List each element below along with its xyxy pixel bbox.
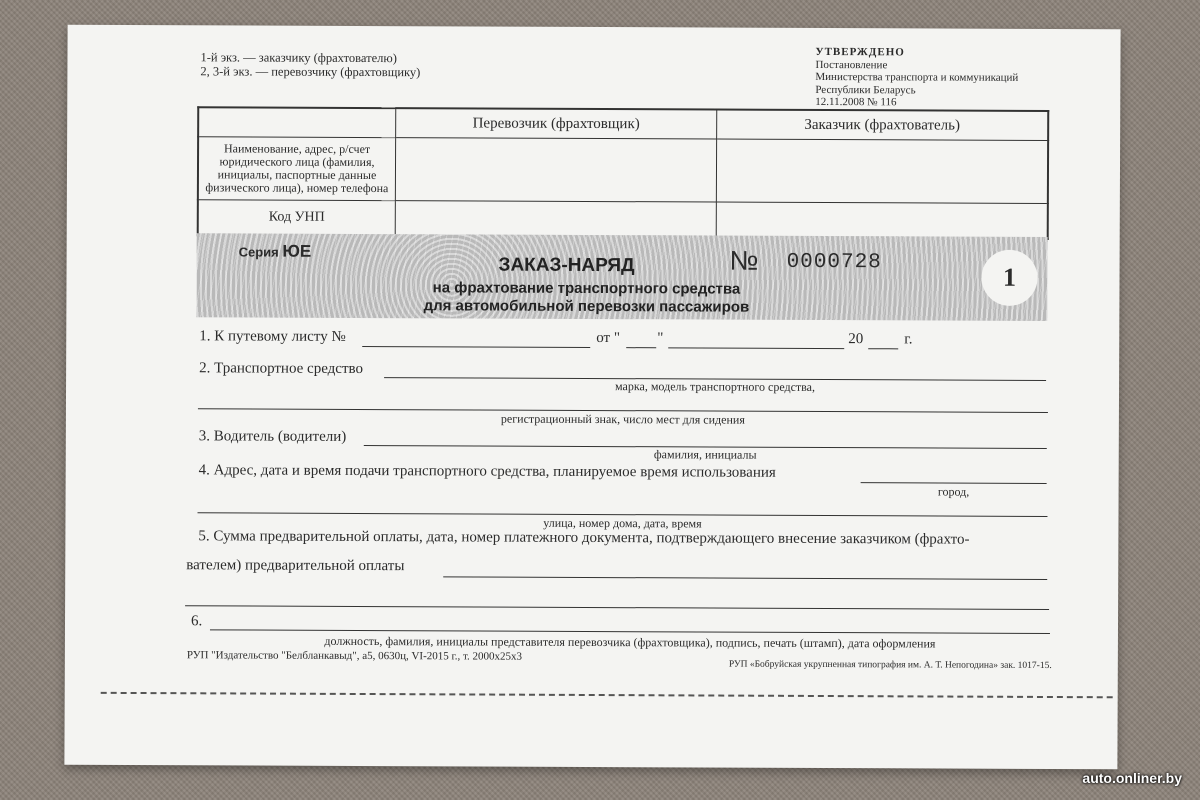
carrier-name-field[interactable] (395, 138, 716, 202)
field-6-label: 6. (190, 613, 203, 630)
carrier-header: Перевозчик (фрахтовщик) (396, 108, 717, 139)
approval-line-2: Министерства транспорта и коммуникаций (815, 70, 1019, 84)
form-sheet (64, 25, 1120, 770)
field-5-line-2: вателем) предварительной оплаты (186, 557, 405, 575)
field-5-line-1: 5. Сумма предварительной оплаты, дата, номер платежного документа, подтверждающего внесение заказчиком (фрахто- (198, 528, 970, 548)
tear-line (101, 692, 1113, 698)
field-4-caption-1: город, (937, 484, 970, 499)
field-1-year-prefix: 20 (848, 331, 864, 348)
approval-line-3: Республики Беларусь (815, 83, 916, 96)
prepayment-field[interactable] (443, 576, 1047, 580)
field-4-caption-2: улица, номер дома, дата, время (543, 515, 702, 531)
form-title: ЗАКАЗ-НАРЯД (498, 254, 635, 277)
field-2-caption-1: марка, модель транспортного средства, (615, 379, 816, 394)
number-label: № (729, 245, 759, 276)
copies-line-2: 2, 3-й экз. — перевозчику (фрахтовщику) (200, 64, 421, 80)
form-subtitle-2: для автомобильной перевозки пассажиров (423, 297, 750, 316)
customer-header: Заказчик (фрахтователь) (717, 110, 1049, 141)
carrier-unp-field[interactable] (395, 201, 716, 238)
approval-stamp (815, 46, 1018, 109)
field-3-label: 3. Водитель (водители) (198, 428, 347, 445)
field-1-label: 1. К путевому листу № (199, 328, 346, 345)
field-3-caption: фамилия, инициалы (653, 447, 757, 462)
footer-left: РУП "Издательство "Белбланкавыд", а5, 0630ц, VI-2015 г., т. 2000х25х3 (186, 649, 523, 663)
series-value: ЮЕ (282, 241, 312, 261)
copy-number-badge: 1 (981, 250, 1037, 306)
name-label: Наименование, адрес, р/счет юридического лица (фамилия, инициалы, паспортные данные физического лица), номер телефона (198, 137, 396, 201)
field-2-label: 2. Транспортное средство (199, 360, 364, 377)
series-label: Серия (238, 244, 279, 260)
customer-name-field[interactable] (716, 139, 1048, 203)
prepayment-field-2[interactable] (185, 605, 1049, 610)
form-number: 0000728 (786, 250, 882, 275)
waybill-day-field[interactable] (626, 347, 656, 348)
field-1-quote: " (657, 330, 664, 347)
watermark: auto.onliner.by (1082, 770, 1182, 786)
footer-right: РУП «Бобруйская укрупненная типография им. А. Т. Непогодина» зак. 1017-15. (728, 659, 1052, 672)
field-1-g: г. (904, 331, 913, 348)
table-corner-cell (198, 107, 396, 137)
copies-line-1: 1-й экз. — заказчику (фрахтователю) (200, 50, 397, 66)
field-6-caption: должность, фамилия, инициалы представителя перевозчика (фрахтовщика), подпись, печать (штамп), дата оформления (324, 633, 936, 651)
approval-line-1: Постановление (815, 58, 888, 71)
field-2-caption-2: регистрационный знак, число мест для сидения (500, 411, 745, 427)
approval-head: УТВЕРЖДЕНО (815, 45, 905, 59)
unp-label: Код УНП (198, 200, 396, 236)
waybill-number-field[interactable] (362, 346, 590, 348)
parties-table (197, 106, 1050, 240)
waybill-month-field[interactable] (668, 347, 844, 349)
form-subtitle-1: на фрахтование транспортного средства (432, 279, 741, 298)
field-4-label: 4. Адрес, дата и время подачи транспортного средства, планируемое время использования (198, 462, 776, 481)
approval-line-4: 12.11.2008 № 116 (815, 95, 897, 109)
copies-note (200, 50, 420, 79)
title-banner (196, 233, 1047, 321)
field-1-from: от " (596, 330, 621, 347)
waybill-year-field[interactable] (868, 348, 898, 349)
customer-unp-field[interactable] (716, 202, 1048, 239)
